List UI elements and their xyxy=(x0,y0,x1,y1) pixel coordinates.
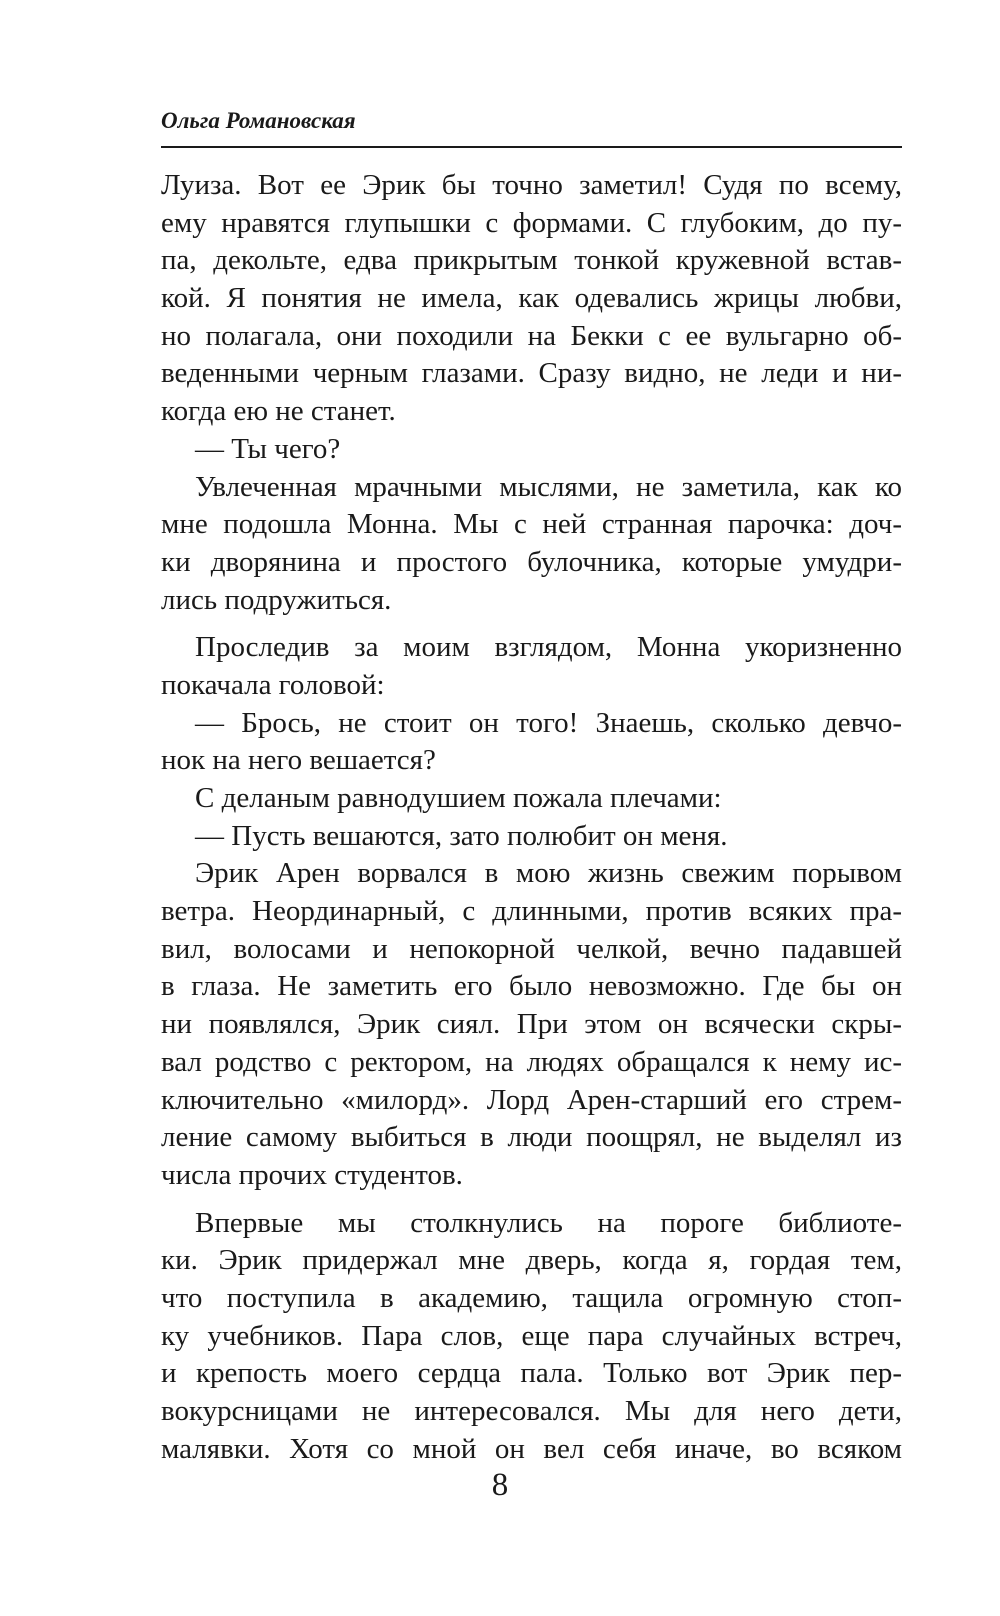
text-line: С деланым равнодушием пожала плечами: xyxy=(195,782,722,814)
text-line: в глаза. Не заметить его было невозможно. Где бы он xyxy=(161,970,902,1003)
paragraph xyxy=(161,629,902,704)
running-header-author: Ольга Романовская xyxy=(161,108,356,133)
text-line: когда ею не станет. xyxy=(161,395,396,428)
paragraph-gap xyxy=(161,619,902,629)
paragraph xyxy=(161,705,902,780)
text-line: малявки. Хотя со мной он вел себя иначе, во всяком xyxy=(161,1432,902,1465)
text-line: ему нравятся глупышки с формами. С глубоким, до пу- xyxy=(161,206,902,239)
text-line: ление самому выбиться в люди поощрял, не выделял из xyxy=(161,1121,902,1154)
text-line: ки дворянина и простого булочника, которые умудри- xyxy=(161,545,902,578)
text-line: но полагала, они походили на Бекки с ее вульгарно об- xyxy=(161,319,902,352)
text-line: веденными черным глазами. Сразу видно, не леди и ни- xyxy=(161,357,902,390)
text-line: и крепость моего сердца пала. Только вот Эрик пер- xyxy=(161,1357,902,1390)
text-line: что поступила в академию, тащила огромную стоп- xyxy=(161,1281,902,1314)
paragraph-gap xyxy=(161,1195,902,1205)
text-line: покачала головой: xyxy=(161,668,385,701)
text-line: вал родство с ректором, на людях обращался к нему ис- xyxy=(161,1045,902,1078)
text-line: ключительно «милорд». Лорд Арен-старший его стрем- xyxy=(161,1083,902,1116)
paragraph xyxy=(161,469,902,620)
page-number: 8 xyxy=(491,1467,509,1503)
text-line: вокурсницами не интересовался. Мы для него дети, xyxy=(161,1395,902,1427)
text-line: кой. Я понятия не имела, как одевались жрицы любви, xyxy=(161,282,902,315)
paragraph xyxy=(161,855,902,1194)
text-line: ки. Эрик придержал мне дверь, когда я, гордая тем, xyxy=(161,1244,902,1277)
text-line: ветра. Неординарный, с длинными, против всяких пра- xyxy=(161,895,902,928)
header-rule xyxy=(161,146,902,148)
text-line: нок на него вешается? xyxy=(161,744,436,777)
text-line: Эрик Арен ворвался в мою жизнь свежим порывом xyxy=(195,857,902,890)
text-line: — Пусть вешаются, зато полюбит он меня. xyxy=(195,819,728,852)
paragraph xyxy=(161,1205,902,1469)
text-line: ни появлялся, Эрик сиял. При этом он всячески скры- xyxy=(161,1008,902,1041)
text-line: — Ты чего? xyxy=(195,432,341,465)
text-line: па, декольте, едва прикрытым тонкой кружевной встав- xyxy=(161,244,902,277)
text-line: Впервые мы столкнулись на пороге библиоте- xyxy=(195,1206,902,1239)
text-line: мне подошла Монна. Мы с ней странная парочка: доч- xyxy=(161,508,902,541)
text-line: Увлеченная мрачными мыслями, не заметила, как ко xyxy=(195,470,902,503)
text-line: — Брось, не стоит он того! Знаешь, сколько девчо- xyxy=(195,706,902,739)
paragraph xyxy=(161,780,902,818)
paragraph xyxy=(161,818,902,856)
text-line: Луиза. Вот ее Эрик бы точно заметил! Судя по всему, xyxy=(161,169,902,201)
paragraph xyxy=(161,167,902,431)
text-line: ку учебников. Пара слов, еще пара случайных встреч, xyxy=(161,1319,902,1352)
text-line: числа прочих студентов. xyxy=(161,1158,463,1191)
text-line: Проследив за моим взглядом, Монна укоризненно xyxy=(195,631,902,664)
text-line: вил, волосами и непокорной челкой, вечно падавшей xyxy=(161,932,902,965)
text-line: лись подружиться. xyxy=(161,583,392,616)
body-text xyxy=(161,167,902,1468)
paragraph xyxy=(161,431,902,469)
